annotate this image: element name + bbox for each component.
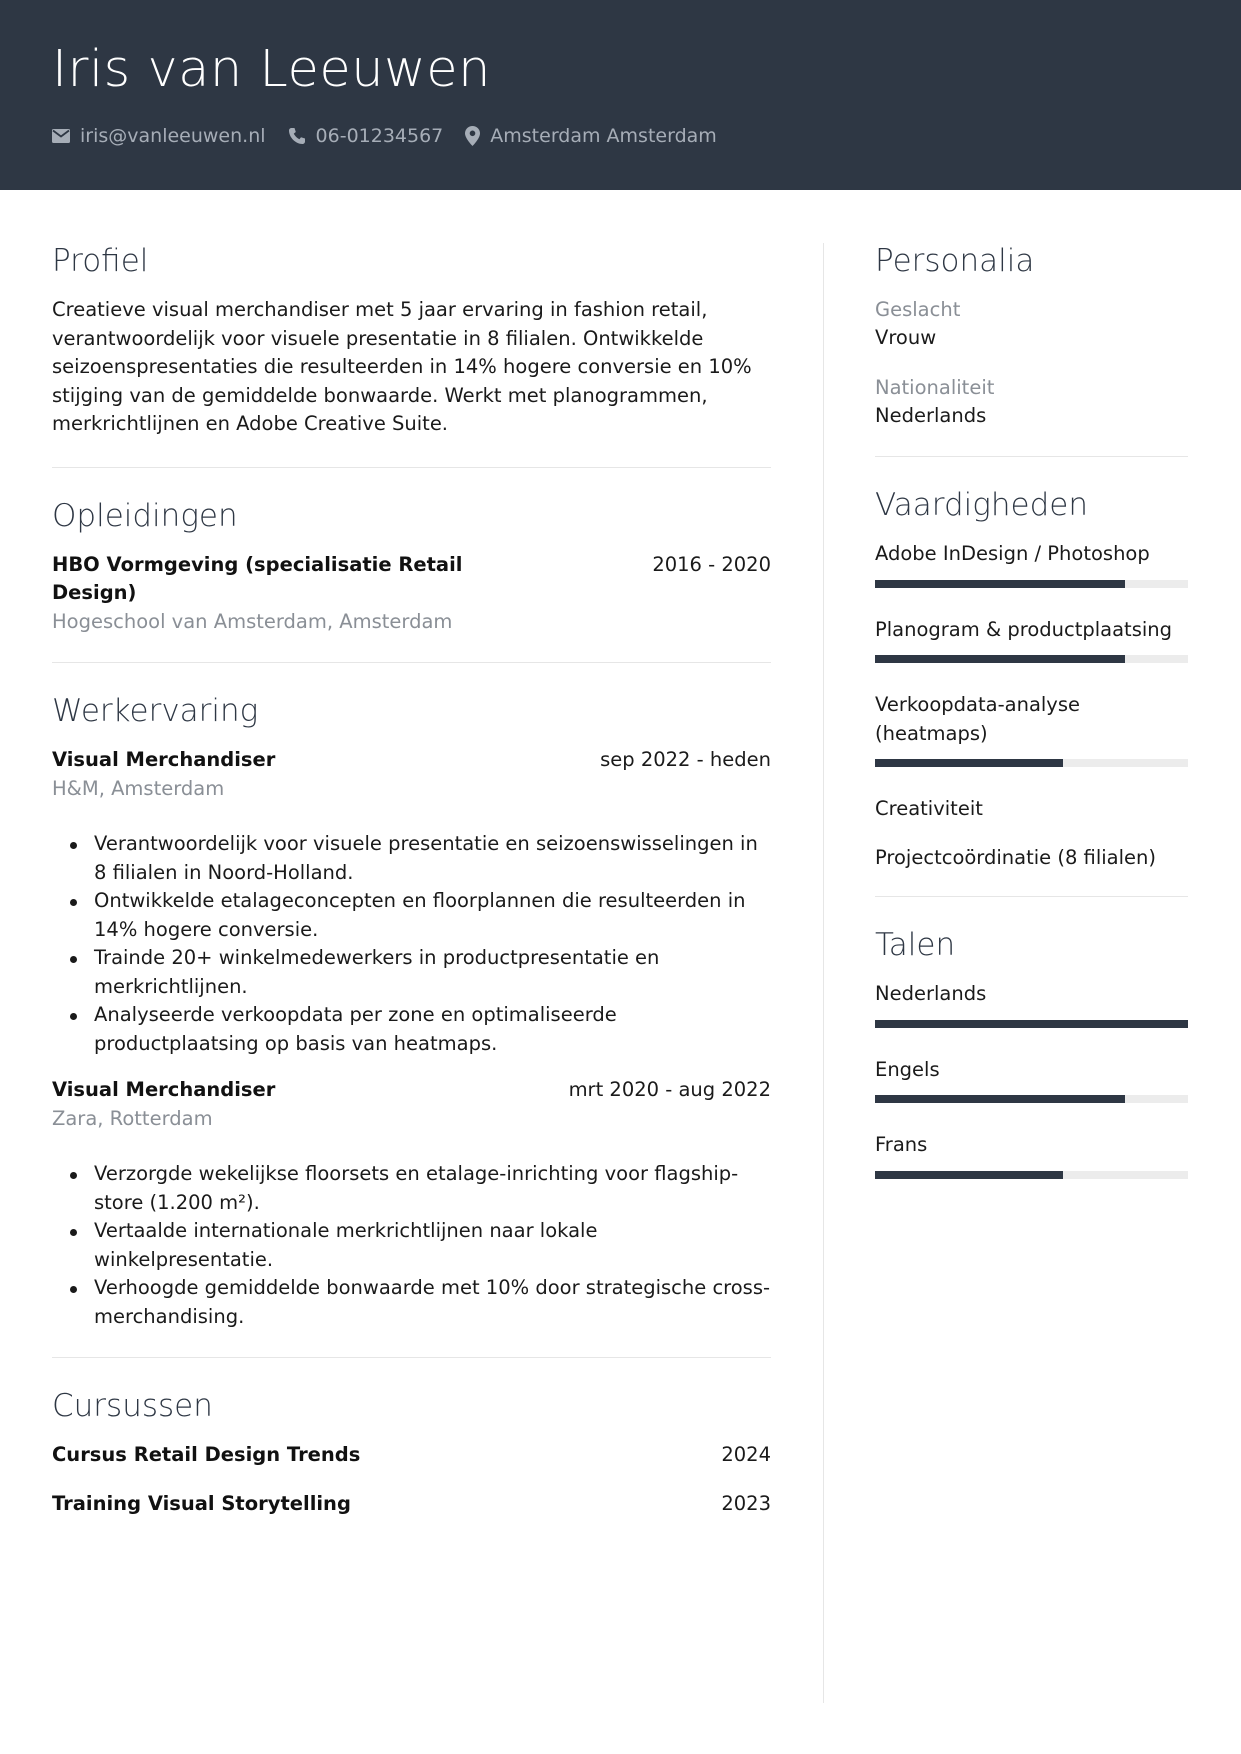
section-title-personalia: Personalia xyxy=(875,243,1035,279)
skill-name: Adobe InDesign / Photoshop xyxy=(875,542,1150,565)
job-date: sep 2022 - heden xyxy=(600,748,771,771)
personalia-label: Geslacht xyxy=(875,298,961,321)
column-divider xyxy=(823,243,824,1703)
personalia-label: Nationaliteit xyxy=(875,376,995,399)
skill-bar xyxy=(875,759,1188,767)
education-entry xyxy=(52,551,771,637)
header-banner xyxy=(0,0,1241,190)
phone-text: 06-01234567 xyxy=(315,125,444,147)
section-werkervaring xyxy=(52,690,771,1331)
section-title-vaardigheden: Vaardigheden xyxy=(875,487,1089,523)
course-year: 2024 xyxy=(721,1443,771,1466)
contact-bar xyxy=(52,122,739,150)
section-title-talen: Talen xyxy=(875,927,956,963)
language-bar-fill xyxy=(875,1171,1063,1179)
skill-item xyxy=(875,795,1188,824)
section-opleidingen xyxy=(52,495,771,637)
section-personalia xyxy=(875,240,1188,430)
language-name: Frans xyxy=(875,1133,928,1156)
language-bar-fill xyxy=(875,1020,1188,1028)
education-school: Hogeschool van Amsterdam, Amsterdam xyxy=(52,609,453,633)
skill-bar xyxy=(875,580,1188,588)
contact-phone[interactable] xyxy=(288,125,444,147)
personalia-value: Vrouw xyxy=(875,326,937,349)
skill-item xyxy=(875,844,1188,873)
contact-email[interactable] xyxy=(52,125,266,147)
job-entry xyxy=(52,746,771,1058)
course-year: 2023 xyxy=(721,1491,771,1515)
section-title-opleidingen: Opleidingen xyxy=(52,497,238,534)
skill-bar-fill xyxy=(875,580,1125,588)
section-title-cursussen: Cursussen xyxy=(52,1388,213,1424)
language-bar xyxy=(875,1020,1188,1028)
skill-name: Planogram & productplaatsing xyxy=(875,617,1173,641)
skill-item xyxy=(875,616,1188,664)
personalia-value: Nederlands xyxy=(875,404,987,427)
course-title: Cursus Retail Design Trends xyxy=(52,1443,361,1466)
language-name: Nederlands xyxy=(875,982,987,1005)
section-cursussen xyxy=(52,1385,771,1518)
language-item xyxy=(875,1056,1188,1104)
personalia-item xyxy=(875,296,1188,352)
section-profiel xyxy=(52,240,771,439)
section-vaardigheden xyxy=(875,484,1188,872)
job-bullet: Verhoogde gemiddelde bonwaarde met 10% door strategische cross-merchandising. xyxy=(52,1274,771,1331)
section-divider xyxy=(52,1357,771,1358)
skill-name: Creativiteit xyxy=(875,797,983,820)
course-entry xyxy=(52,1441,771,1470)
side-column xyxy=(875,240,1188,1179)
skill-bar-fill xyxy=(875,655,1125,663)
job-entry xyxy=(52,1076,771,1331)
section-divider xyxy=(52,467,771,468)
language-name: Engels xyxy=(875,1057,940,1081)
skill-bar xyxy=(875,655,1188,663)
section-title-profiel: Profiel xyxy=(52,243,149,279)
job-company: H&M, Amsterdam xyxy=(52,776,225,800)
job-bullet: Verantwoordelijk voor visuele presentatie en seizoenswisselingen in 8 filialen in Noord-Holland. xyxy=(52,830,771,887)
job-title: Visual Merchandiser xyxy=(52,748,276,771)
job-date: mrt 2020 - aug 2022 xyxy=(568,1078,771,1101)
job-title: Visual Merchandiser xyxy=(52,1078,276,1101)
language-item xyxy=(875,980,1188,1028)
job-company: Zara, Rotterdam xyxy=(52,1106,213,1130)
language-bar xyxy=(875,1095,1188,1103)
skill-item xyxy=(875,540,1188,588)
skill-item xyxy=(875,691,1188,767)
language-bar-fill xyxy=(875,1095,1125,1103)
map-pin-icon xyxy=(465,126,480,146)
job-bullet: Trainde 20+ winkelmedewerkers in productpresentatie en merkrichtlijnen. xyxy=(52,944,771,1001)
job-bullet: Analyseerde verkoopdata per zone en optimaliseerde productplaatsing op basis van heatmaps. xyxy=(52,1001,771,1058)
section-divider xyxy=(52,662,771,663)
language-item xyxy=(875,1131,1188,1179)
language-bar xyxy=(875,1171,1188,1179)
location-text: Amsterdam Amsterdam xyxy=(490,125,717,147)
job-bullet: Verzorgde wekelijkse floorsets en etalage-inrichting voor flagship-store (1.200 m²). xyxy=(52,1160,771,1217)
job-bullets xyxy=(52,830,771,1058)
section-talen xyxy=(875,924,1188,1179)
education-date: 2016 - 2020 xyxy=(652,552,771,576)
skill-name: Verkoopdata-analyse (heatmaps) xyxy=(875,693,1081,745)
course-title: Training Visual Storytelling xyxy=(52,1491,351,1515)
course-entry xyxy=(52,1490,771,1519)
job-bullets xyxy=(52,1160,771,1331)
job-bullet: Ontwikkelde etalageconcepten en floorplannen die resulteerden in 14% hogere conversie. xyxy=(52,887,771,944)
education-title: HBO Vormgeving (specialisatie Retail Design) xyxy=(52,552,463,604)
main-column xyxy=(52,240,771,1518)
section-title-werkervaring: Werkervaring xyxy=(52,693,259,729)
contact-location xyxy=(465,125,717,147)
skill-bar-fill xyxy=(875,759,1063,767)
personalia-item xyxy=(875,374,1188,430)
envelope-icon xyxy=(52,129,70,143)
skill-name: Projectcoördinatie (8 filialen) xyxy=(875,845,1156,869)
profiel-text: Creatieve visual merchandiser met 5 jaar ervaring in fashion retail, verantwoordelijk voor visuele presentatie in 8 filialen. Ontwikkelde seizoenspresentaties die resulteerden in 14% hogere conversie en 10% stijging van de gemiddelde bonwaarde. Werkt met planogrammen, merkrichtlijnen en Adobe Creative Suite. xyxy=(52,298,752,435)
section-divider xyxy=(875,896,1188,897)
section-divider xyxy=(875,456,1188,457)
candidate-name: Iris van Leeuwen xyxy=(52,40,491,99)
email-text: iris@vanleeuwen.nl xyxy=(80,125,266,147)
phone-icon xyxy=(288,127,306,145)
job-bullet: Vertaalde internationale merkrichtlijnen naar lokale winkelpresentatie. xyxy=(52,1217,771,1274)
